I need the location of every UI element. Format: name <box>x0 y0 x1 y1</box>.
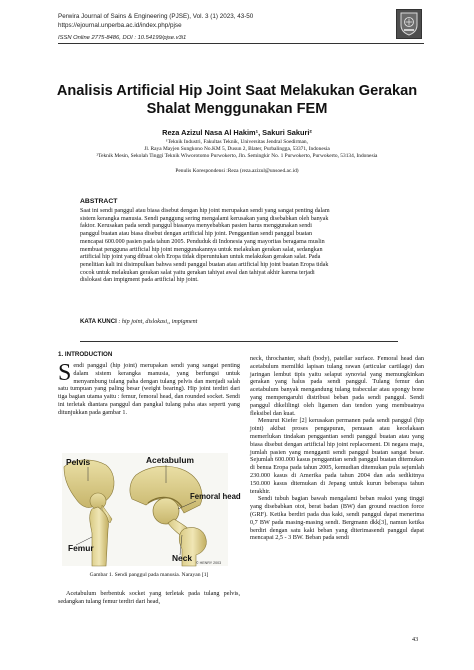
abstract-heading: ABSTRACT <box>80 198 118 205</box>
title-line-2: Shalat Menggunakan FEM <box>146 101 328 117</box>
right-paragraph-3: Sendi tubuh bagian bawah mengalami beban reaksi yang tinggi yang disebabkan otot, berat badan (BW) dan ground reaction force (GRF). Ketika berdiri pada dua kaki, sendi panggul dapat menerima 0,7 BW pada masing-masing sendi. Bergmann dkk[3], namun ketika berdiri dengan satu kaki beban yang diterimasendi panggul dapat mencapai 2,5 - 3 BW. Beban pada sendi <box>250 495 424 542</box>
figure-label-pelvis: Pelvis <box>66 457 91 467</box>
journal-issn: ISSN Online 2775-8486, DOI : 10.54199/pjse.v3i1 <box>58 35 187 41</box>
intro-paragraph <box>58 362 240 417</box>
dropcap-letter: S <box>58 360 72 386</box>
abstract-body <box>80 208 398 285</box>
abstract-line: faktor. Kerusakan pada sendi panggul biasanya menyebabkan pasien harus menggunakan sendi <box>80 223 312 230</box>
affiliation-line: Jl. Raya Mayjen Sungkono No.KM 5, Dusun 2, Blater, Purbalingga, 53371, Indonesia <box>144 146 330 152</box>
figure-copyright: © HENRY 2003 <box>196 561 222 565</box>
right-column <box>250 355 424 542</box>
author-list: Reza Azizul Nasa Al Hakim¹, Sakuri Sakuri² <box>162 128 312 137</box>
correspondence: Penulis Korespondensi :Reza (reza.azizul@unsoed.ac.id) <box>175 168 299 174</box>
abstract-line: Saat ini sendi panggul atau biasa disebut dengan hip joint merupakan sendi yang sangat penting dalam <box>80 208 330 214</box>
acetabulum-paragraph: Acetabulum berbentuk socket yang terletak pada tulang pelvis, sedangkan tulang femur terdiri dari head, <box>58 590 240 605</box>
keywords-label: KATA KUNCI <box>80 318 117 325</box>
hip-joint-figure <box>62 453 241 566</box>
affiliation-line: ²Teknik Mesin, Sekolah Tinggi Teknik Wiworotomo Purwokerto, Jln. Semingkir No. 1 Purwokerto, Purwokerto, 53134, Indonesia <box>96 153 378 159</box>
abstract-line: cocok untuk melakukan gerakan salat yaitu gerakan tahiyat awal dan tahiyat akhir karena terjadi <box>80 269 315 276</box>
abstract-line: dislokasi dan impigment pada artificial hip joint. <box>80 277 199 284</box>
keywords-value: : hip joint, dislokasi,, impigment <box>118 319 198 325</box>
figure-caption: Gambar 1. Sendi panggul pada manusia. Narayan [1] <box>89 572 209 578</box>
right-paragraph-1: neck, throchanter, shaft (body), patellar surface. Femoral head dan acetabulum memiliki lapisan tulang rawan (articular cartilage) dan jaringan lembut tipis yaitu selaput synovial yang memungkinkan gerakan yang halus pada sendi panggul. Tulang femur dan acetabulum banyak mengandung tulang trabecular atau spongy bone yang mempengaruhi distribusi beban pada sendi panggul. Sendi panggul dikelilingi oleh ligamen dan tendon yang membuatnya fleksibel dan kuat. <box>250 355 424 417</box>
left-column <box>58 362 240 417</box>
right-paragraph-2: Menurut Kiefer [2] kerusakan permanen pada sendi panggul (hip joint) akibat proses pengapuran, penuaan atau kecelakaan memerlukan tindakan penggantian sendi panggul buatan atau yang biasa disebut dengan artificial hip joint replacement. Di negara maju, jumlah pasien yang mengganti sendi panggul buatan sangat besar. Sejumlah 600.000 kasus penggantian sendi panggul buatan ditemukan di benua Eropa pada tahun 2005, kemudian ditemukan pula sejumlah 230.000 kasus di Amerika pada tahun 2004 dan ada sedikitnya 150.000 kasus ditemukan di Jepang untuk kurun beberapa tahun terakhir. <box>250 417 424 495</box>
intro-text: endi panggul (hip joint) merupakan sendi yang sangat penting dalam sistem kerangka manusia, yang berfungsi untuk menyambung tulang paha dengan tulang pelvis dan menjadi salah satu tumpuan yang paling besar (weight bearing). Hip joint terdiri dari tiga bagian utama yaitu : femur, femoral head, dan rounded socket. Sendi ini terletak diantara panggul dan pangkal tulang paha atas seperti yang ditunjukkan pada gambar 1. <box>58 362 240 416</box>
femur-left-shape <box>90 507 109 566</box>
abstract-line: membuat pengguna artificial hip joint menggunakannya untuk melakukan gerakan salat, sedangkan <box>80 246 323 253</box>
abstract-line: mencapai 600.000 pasien pada tahun 2005. Penduduk di Indonesia yang mayoritas beragama muslin <box>80 238 325 245</box>
figure-label-neck: Neck <box>172 553 193 563</box>
figure-label-acetabulum: Acetabulum <box>146 455 194 465</box>
title-line-1: Analisis Artificial Hip Joint Saat Melakukan Gerakan <box>56 83 418 99</box>
abstract-line: sistem kerangka manusia. Sendi panggung sering mengalami kerusakan yang disebabkan oleh banyak <box>80 215 329 222</box>
abstract-line: penelitian kali ini disimpulkan bahwa sendi panggul buatan atau artificial hip joint buatan Eropa tidak <box>80 261 329 268</box>
page-number: 43 <box>412 636 419 643</box>
journal-name: Perwira Journal of Sains & Engineering (PJSE), Vol. 3 (1) 2023, 43-50 <box>58 13 254 20</box>
header-rule <box>58 43 424 44</box>
abstract-line: panggul buatan atau biasa disebut dengan artificial hip joint. Penggantian sendi panggul buatan <box>80 231 313 238</box>
paper-title <box>40 82 434 118</box>
left-column-continued <box>58 590 240 606</box>
affiliation-line: ¹Teknik Industri, Fakultas Teknik, Universitas Jendral Soedirman, <box>166 139 308 145</box>
abstract-rule <box>80 341 398 342</box>
keywords <box>80 318 398 325</box>
figure-label-femoral-head: Femoral head <box>190 492 241 501</box>
figure-label-femur: Femur <box>68 543 94 553</box>
journal-url[interactable]: https://ejournal.unperba.ac.id/index.php/pjse <box>58 22 182 29</box>
journal-header <box>58 12 388 43</box>
section-heading: 1. INTRODUCTION <box>58 351 113 358</box>
journal-crest-icon <box>396 9 422 39</box>
abstract-line: artificial hip joint yang dibuat oleh Eropa tidak diperuntukan untuk melakukan gerakan salat. Pada <box>80 254 321 261</box>
